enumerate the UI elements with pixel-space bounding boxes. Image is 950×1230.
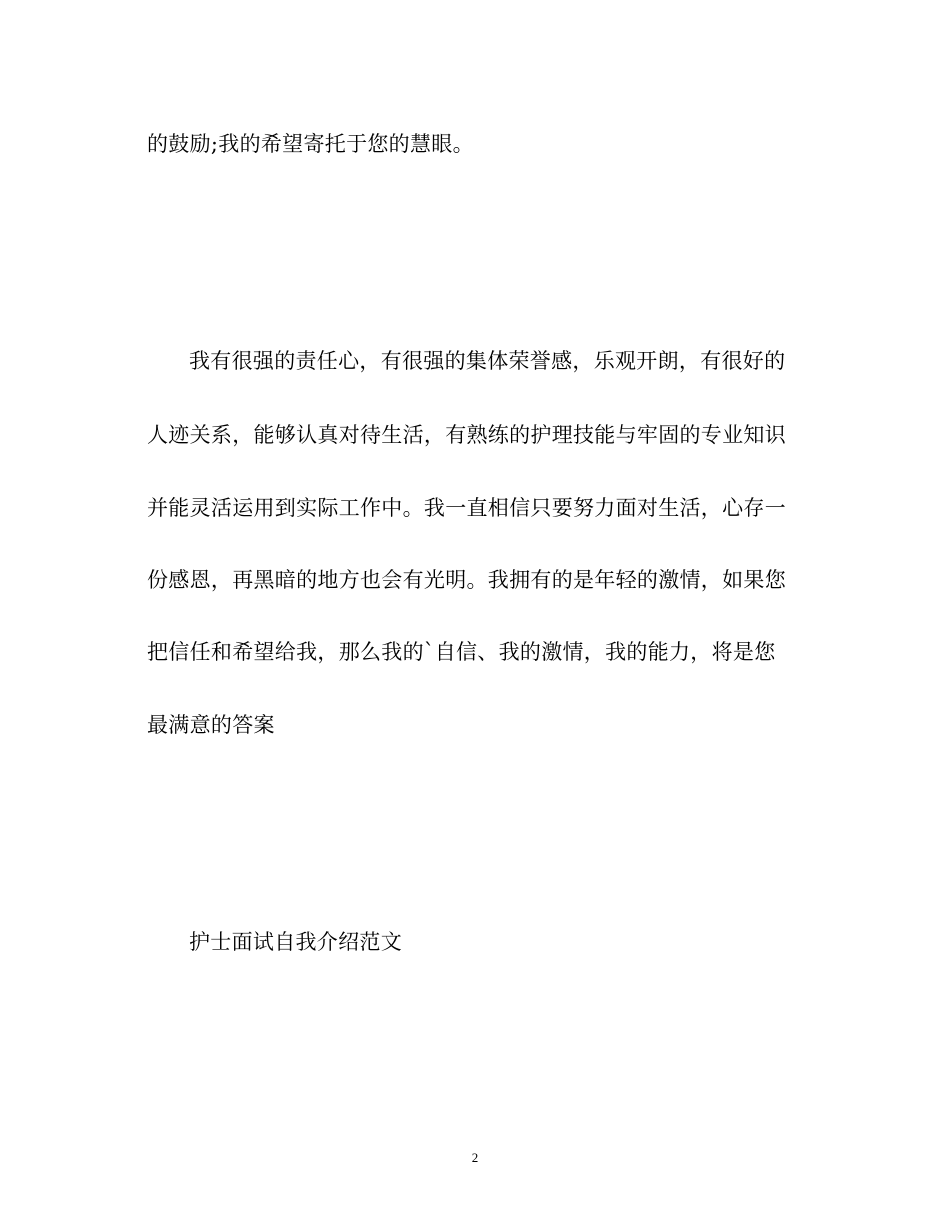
paragraph-line-1: 我有很强的责任心，有很强的集体荣誉感，乐观开朗，有很好的	[189, 349, 786, 373]
paragraph-line-4: 份感恩，再黑暗的地方也会有光明。我拥有的是年轻的激情，如果您	[147, 568, 786, 592]
continuation-line: 的鼓励;我的希望寄托于您的慧眼。	[147, 132, 474, 156]
section-heading: 护士面试自我介绍范文	[189, 930, 402, 954]
paragraph-line-6: 最满意的答案	[147, 713, 275, 737]
page-number: 2	[471, 1150, 479, 1165]
paragraph-line-5: 把信任和希望给我，那么我的`自信、我的激情，我的能力，将是您	[147, 640, 776, 664]
paragraph-line-3: 并能灵活运用到实际工作中。我一直相信只要努力面对生活，心存一	[147, 496, 786, 520]
paragraph-line-2: 人迹关系，能够认真对待生活，有熟练的护理技能与牢固的专业知识	[147, 423, 786, 447]
